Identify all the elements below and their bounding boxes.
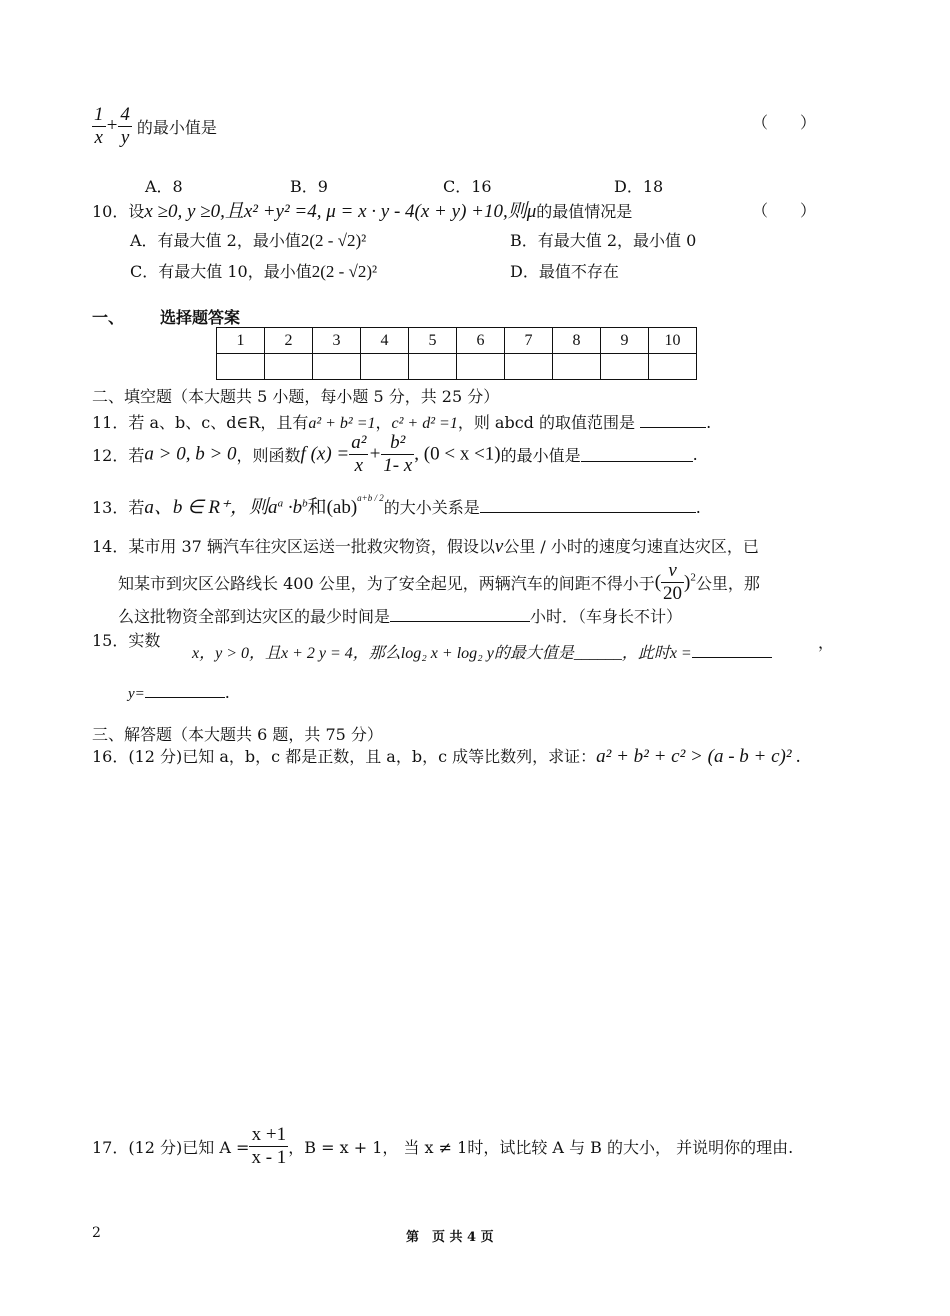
answer-col-6: 6	[457, 328, 505, 354]
q16: 16．(12 分)已知 a，b，c 都是正数，且 a，b，c 成等比数列，求证：a² + b² + c² > (a - b + c)² .	[92, 746, 802, 767]
q15-y: y= .	[128, 683, 230, 702]
q13-blank[interactable]	[480, 498, 696, 513]
answer-table-header-row	[217, 328, 697, 354]
q14-line3: 么这批物资全部到达灾区的最少时间是 小时．（车身长不计）	[118, 607, 683, 626]
q15-label: 15．实数	[92, 631, 161, 650]
q14-line2: 知某市到灾区公路线长 400 公里，为了安全起见，两辆汽车的间距不得小于( $\frac{v}{20}$ )$^2$公里，那	[118, 560, 760, 604]
q9-option-d: D．18	[614, 177, 664, 196]
answer-cell[interactable]	[217, 354, 265, 380]
q14-line1: 14．某市用 37 辆汽车往灾区运送一批救灾物资，假设以v公里 / 小时的速度匀速直达灾区，已	[92, 536, 759, 557]
answer-col-7: 7	[505, 328, 553, 354]
page-footer-text: 第 页 共 4 页	[406, 1230, 494, 1245]
answer-cell[interactable]	[553, 354, 601, 380]
q15-x-blank[interactable]	[692, 643, 772, 658]
q10-option-c: C．有最大值 10，最小值2(2 - √2)²	[130, 262, 378, 281]
answer-col-3: 3	[313, 328, 361, 354]
q15: x，y > 0，且x + 2 y = 4，那么log₂ x + log₂ y的最大值是______，此时x =	[192, 640, 772, 663]
answer-cell[interactable]	[505, 354, 553, 380]
q13: 13．若a、b ∈ R⁺，则$a^a \cdot b^b$和(ab)$^{a+b / 2}$的大小关系是 .	[92, 493, 701, 518]
q9-option-a: A．8	[145, 177, 183, 196]
answer-col-8: 8	[553, 328, 601, 354]
q11: 11．若 a、b、c、d∈R，且有a² + b² =1，c² + d² =1，则 abcd 的取值范围是 .	[92, 413, 712, 432]
answer-col-4: 4	[361, 328, 409, 354]
answer-cell[interactable]	[361, 354, 409, 380]
q9-option-b: B．9	[290, 177, 328, 196]
section3-title: 三、解答题（本大题共 6 题，共 75 分）	[92, 725, 383, 744]
answer-cell[interactable]	[649, 354, 697, 380]
answer-cell[interactable]	[409, 354, 457, 380]
answer-cell[interactable]	[265, 354, 313, 380]
q9-fraction-1: $\frac{1}{x}$	[94, 104, 104, 148]
q10-option-d: D．最值不存在	[510, 262, 619, 281]
answer-col-5: 5	[409, 328, 457, 354]
section2-title: 二、填空题（本大题共 5 小题，每小题 5 分，共 25 分）	[92, 387, 500, 406]
answer-col-2: 2	[265, 328, 313, 354]
answer-cell[interactable]	[457, 354, 505, 380]
q10-answer-paren: （ ）	[752, 201, 817, 220]
q14-blank[interactable]	[390, 607, 530, 622]
answer-col-1: 1	[217, 328, 265, 354]
answer-col-10: 10	[649, 328, 697, 354]
q12: 12．若a > 0, b > 0，则函数f (x) = $\frac{\text{a²}}{x}$ + $\frac{\text{b²}}{1- x}$ , (0 < x <1)的最小值是 .	[92, 432, 698, 476]
answer-cell[interactable]	[601, 354, 649, 380]
q10-option-b: B．有最大值 2，最小值 0	[510, 231, 697, 250]
q9-stem: $\frac{1}{x}$ + $\frac{4}{y}$ 的最小值是	[94, 104, 217, 148]
page-number: 2	[92, 1225, 101, 1241]
q9-answer-paren: （ ）	[752, 113, 817, 132]
q10-stem: 10．设x ≥0, y ≥0,且x² +y² =4, μ = x · y - 4(x + y) +10,则μ的最值情况是	[92, 201, 633, 222]
answer-col-9: 9	[601, 328, 649, 354]
q15-comma: ，	[818, 633, 835, 652]
q10-option-a: A．有最大值 2，最小值2(2 - √2)²	[130, 231, 367, 250]
answer-table-input-row[interactable]	[217, 354, 697, 380]
section1-title: 一、 选择题答案	[92, 308, 241, 327]
q11-blank[interactable]	[640, 413, 706, 428]
q9-fraction-2: $\frac{4}{y}$	[120, 104, 130, 148]
q15-y-blank[interactable]	[145, 683, 225, 698]
q17: 17．(12 分)已知 A = $\frac{x +1}{x - 1}$ ，B = x + 1， 当 x ≠ 1时，试比较 A 与 B 的大小， 并说明你的理由.	[92, 1124, 794, 1168]
q9-option-c: C．16	[443, 177, 492, 196]
answer-table	[216, 327, 697, 380]
answer-cell[interactable]	[313, 354, 361, 380]
q12-blank[interactable]	[581, 447, 693, 462]
